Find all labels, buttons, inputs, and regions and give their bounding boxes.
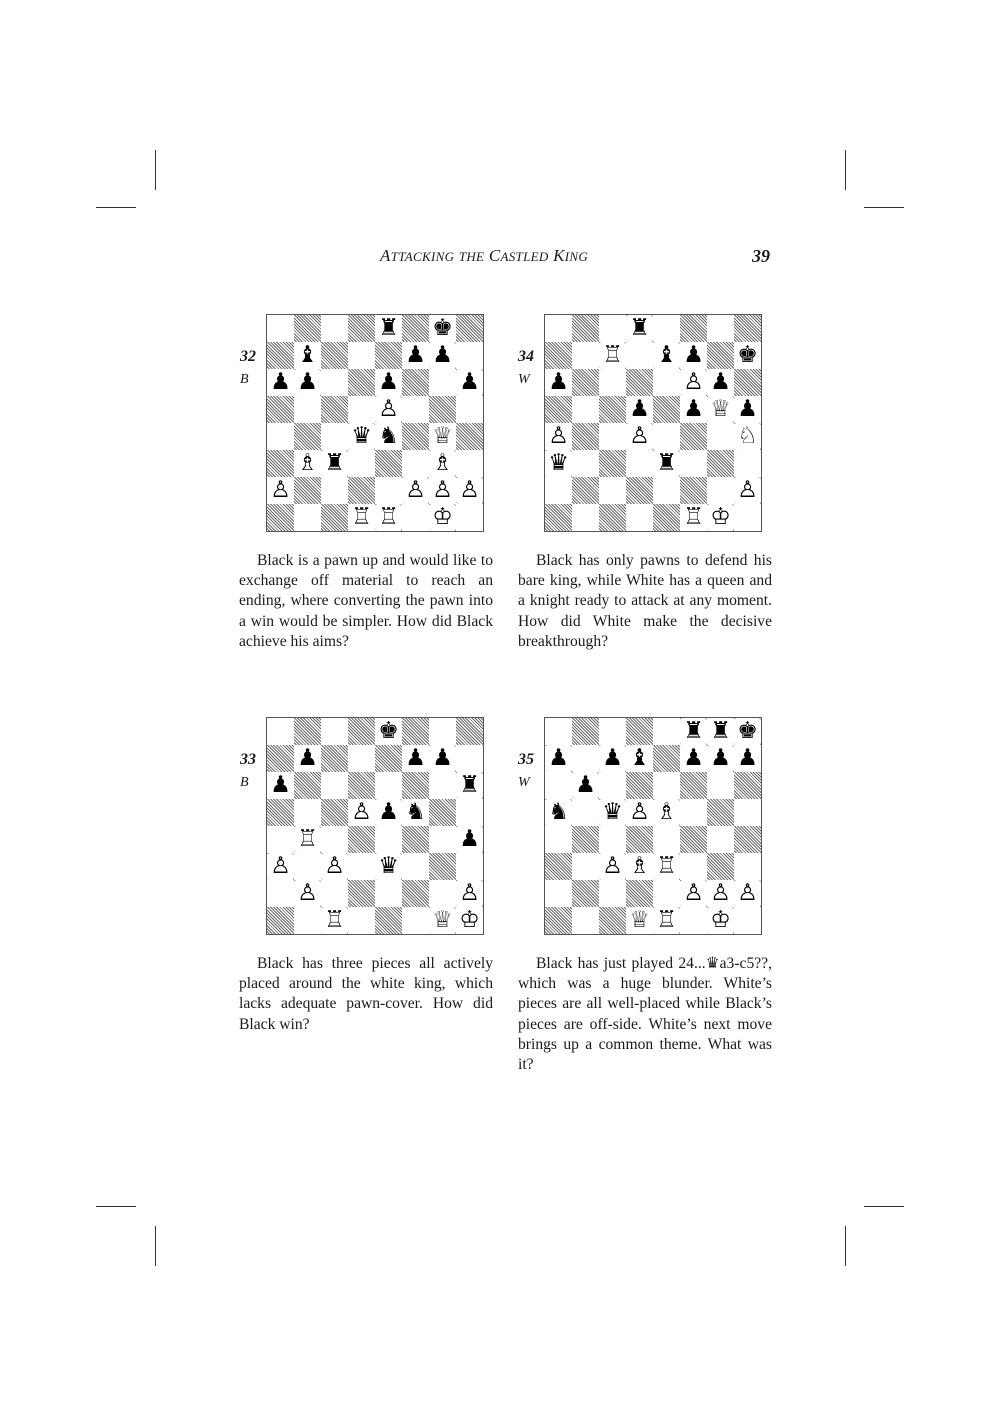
crop-mark (845, 1226, 846, 1266)
board-square (626, 477, 653, 504)
board-square (680, 477, 707, 504)
white-queen-icon: ♕ (429, 907, 456, 934)
board-square (599, 477, 626, 504)
board-square (402, 369, 429, 396)
board-square (707, 799, 734, 826)
diagram-number: 35 (518, 751, 534, 768)
chess-board (544, 314, 762, 532)
board-square (572, 423, 599, 450)
board-square (545, 907, 572, 934)
white-knight-icon: ♘ (734, 423, 761, 450)
black-pawn-icon: ♟ (429, 342, 456, 369)
board-square (653, 504, 680, 531)
black-pawn-icon: ♟ (405, 745, 426, 771)
board-square (572, 826, 599, 853)
board-square (429, 826, 456, 853)
white-pawn-icon: ♙ (267, 853, 294, 880)
chapter-title: ATTACKING THE CASTLED KING (380, 246, 589, 265)
board-square (707, 772, 734, 799)
board-square (294, 477, 321, 504)
black-queen-icon: ♛ (545, 450, 572, 477)
board-square (321, 342, 348, 369)
crop-mark (864, 1206, 904, 1207)
board-square (294, 907, 321, 934)
board-square (348, 853, 375, 880)
white-king-icon: ♔ (459, 907, 480, 933)
board-square (294, 315, 321, 342)
board-square (267, 718, 294, 745)
board-square (680, 315, 707, 342)
white-rook-icon: ♖ (375, 504, 402, 531)
board-square (402, 772, 429, 799)
black-king-icon: ♚ (734, 718, 761, 745)
white-pawn-icon: ♙ (456, 880, 483, 907)
crop-mark (864, 207, 904, 208)
white-pawn-icon: ♙ (548, 423, 569, 449)
black-pawn-icon: ♟ (683, 745, 704, 771)
white-pawn-icon: ♙ (294, 880, 321, 907)
chess-board (266, 717, 484, 935)
board-square (680, 423, 707, 450)
white-pawn-icon: ♙ (629, 799, 650, 825)
board-square (375, 907, 402, 934)
black-queen-icon: ♛ (599, 799, 626, 826)
board-square (572, 853, 599, 880)
board-square (734, 315, 761, 342)
board-square (653, 477, 680, 504)
board-square (707, 853, 734, 880)
board-square (599, 450, 626, 477)
board-square (321, 369, 348, 396)
board-square (402, 826, 429, 853)
board-square (348, 772, 375, 799)
white-rook-icon: ♖ (599, 342, 626, 369)
board-square (545, 342, 572, 369)
board-square (402, 315, 429, 342)
black-rook-icon: ♜ (626, 315, 653, 342)
board-square (267, 826, 294, 853)
black-bishop-icon: ♝ (629, 745, 650, 771)
board-square (429, 799, 456, 826)
black-knight-icon: ♞ (405, 799, 426, 825)
board-square (572, 504, 599, 531)
board-square (707, 477, 734, 504)
white-rook-icon: ♖ (321, 907, 348, 934)
board-square (456, 745, 483, 772)
white-pawn-icon: ♙ (270, 477, 291, 503)
board-square (402, 450, 429, 477)
board-square (321, 745, 348, 772)
board-square (599, 907, 626, 934)
crop-mark (155, 150, 156, 190)
board-square (294, 718, 321, 745)
board-square (456, 504, 483, 531)
white-rook-icon: ♖ (683, 504, 704, 530)
puzzle-caption: Black has three pieces all actively placed around the white king, which lacks adequate pawn-cover. How did Black win? (239, 955, 493, 1033)
board-square (348, 907, 375, 934)
diagram-35 (518, 717, 778, 939)
board-square (402, 880, 429, 907)
white-pawn-icon: ♙ (734, 477, 761, 504)
board-square (267, 880, 294, 907)
crop-mark (96, 207, 136, 208)
board-square (680, 772, 707, 799)
board-square (653, 396, 680, 423)
black-knight-icon: ♞ (378, 423, 399, 449)
white-bishop-icon: ♗ (297, 450, 318, 476)
board-square (572, 907, 599, 934)
black-rook-icon: ♜ (653, 450, 680, 477)
board-square (429, 396, 456, 423)
board-square (545, 772, 572, 799)
board-square (653, 369, 680, 396)
black-bishop-icon: ♝ (653, 342, 680, 369)
black-pawn-icon: ♟ (429, 745, 456, 772)
board-square (653, 772, 680, 799)
board-square (321, 396, 348, 423)
board-square (680, 826, 707, 853)
board-square (429, 853, 456, 880)
board-square (599, 718, 626, 745)
black-pawn-icon: ♟ (294, 369, 321, 396)
board-square (572, 396, 599, 423)
board-square (402, 853, 429, 880)
board-square (599, 772, 626, 799)
crop-mark (96, 1206, 136, 1207)
board-square (348, 396, 375, 423)
board-square (294, 504, 321, 531)
side-to-move: B (240, 372, 249, 387)
board-square (348, 745, 375, 772)
board-square (545, 477, 572, 504)
side-to-move: B (240, 775, 249, 790)
board-square (402, 396, 429, 423)
black-pawn-icon: ♟ (572, 772, 599, 799)
white-queen-icon: ♕ (629, 907, 650, 933)
board-square (599, 880, 626, 907)
board-square (653, 718, 680, 745)
board-square (734, 772, 761, 799)
black-bishop-icon: ♝ (297, 342, 318, 368)
black-pawn-icon: ♟ (710, 369, 731, 395)
white-pawn-icon: ♙ (734, 880, 761, 907)
board-square (321, 477, 348, 504)
black-pawn-icon: ♟ (599, 745, 626, 772)
board-square (680, 853, 707, 880)
black-pawn-icon: ♟ (548, 369, 569, 395)
board-square (599, 423, 626, 450)
board-square (653, 745, 680, 772)
board-square (429, 718, 456, 745)
white-pawn-icon: ♙ (402, 477, 429, 504)
board-square (294, 423, 321, 450)
diagram-34 (518, 314, 778, 536)
white-pawn-icon: ♙ (456, 477, 483, 504)
board-square (267, 450, 294, 477)
black-rook-icon: ♜ (378, 315, 399, 341)
black-pawn-icon: ♟ (629, 396, 650, 422)
crop-mark (155, 1226, 156, 1266)
board-square (267, 907, 294, 934)
crop-mark (845, 150, 846, 190)
black-pawn-icon: ♟ (270, 772, 291, 798)
board-square (734, 799, 761, 826)
board-square (599, 396, 626, 423)
board-square (294, 853, 321, 880)
board-square (375, 450, 402, 477)
white-queen-icon: ♕ (707, 396, 734, 423)
board-square (626, 369, 653, 396)
diagram-32 (240, 314, 500, 536)
black-pawn-icon: ♟ (683, 342, 704, 368)
black-pawn-icon: ♟ (270, 369, 291, 395)
board-square (572, 880, 599, 907)
white-pawn-icon: ♙ (680, 369, 707, 396)
board-square (653, 315, 680, 342)
diagram-number: 33 (240, 751, 256, 768)
board-square (456, 450, 483, 477)
board-square (429, 369, 456, 396)
board-square (375, 745, 402, 772)
white-rook-icon: ♖ (351, 504, 372, 530)
board-square (321, 423, 348, 450)
board-square (680, 907, 707, 934)
board-square (402, 504, 429, 531)
white-king-icon: ♔ (429, 504, 456, 531)
board-square (653, 880, 680, 907)
black-knight-icon: ♞ (545, 799, 572, 826)
black-rook-icon: ♜ (456, 772, 483, 799)
white-pawn-icon: ♙ (599, 853, 626, 880)
board-square (294, 772, 321, 799)
black-pawn-icon: ♟ (375, 799, 402, 826)
board-square (456, 853, 483, 880)
board-square (429, 772, 456, 799)
board-square (456, 315, 483, 342)
board-square (734, 826, 761, 853)
board-square (626, 772, 653, 799)
board-square (375, 477, 402, 504)
white-pawn-icon: ♙ (710, 880, 731, 906)
board-square (707, 315, 734, 342)
chess-board (544, 717, 762, 935)
white-king-icon: ♔ (707, 504, 734, 531)
white-pawn-icon: ♙ (375, 396, 402, 423)
black-king-icon: ♚ (737, 342, 758, 368)
board-square (572, 450, 599, 477)
white-king-icon: ♔ (707, 907, 734, 934)
board-square (599, 369, 626, 396)
board-square (294, 799, 321, 826)
board-square (348, 477, 375, 504)
board-square (267, 423, 294, 450)
white-pawn-icon: ♙ (321, 853, 348, 880)
board-square (545, 396, 572, 423)
puzzle-caption: Black has only pawns to defend his bare king, while White has a queen and a knight ready to attack at any moment. How did White make the decisive breakthrough? (518, 552, 772, 650)
white-rook-icon: ♖ (653, 853, 680, 880)
white-rook-icon: ♖ (294, 826, 321, 853)
board-square (402, 423, 429, 450)
board-square (707, 342, 734, 369)
board-square (545, 880, 572, 907)
board-square (348, 718, 375, 745)
board-square (456, 396, 483, 423)
board-square (734, 907, 761, 934)
board-square (545, 826, 572, 853)
black-pawn-icon: ♟ (405, 342, 426, 368)
board-square (429, 880, 456, 907)
page-number: 39 (752, 246, 770, 266)
board-square (599, 504, 626, 531)
board-square (653, 826, 680, 853)
chess-board (266, 314, 484, 532)
diagram-number: 34 (518, 348, 534, 365)
board-square (321, 880, 348, 907)
white-queen-icon: ♕ (432, 423, 453, 449)
board-square (267, 342, 294, 369)
board-square (734, 504, 761, 531)
board-square (626, 718, 653, 745)
puzzle-caption: Black has just played 24...♛a3-c5??, which was a huge blunder. White’s pieces are all well-placed while Black’s pieces are off-side. White’s next move brings up a common theme. What was it? (518, 955, 772, 1074)
board-square (734, 450, 761, 477)
black-pawn-icon: ♟ (297, 745, 318, 771)
board-square (734, 369, 761, 396)
white-pawn-icon: ♙ (626, 423, 653, 450)
diagram-33 (240, 717, 500, 939)
board-square (572, 799, 599, 826)
black-king-icon: ♚ (378, 718, 399, 744)
board-square (707, 450, 734, 477)
board-square (626, 826, 653, 853)
side-to-move: W (518, 775, 530, 790)
board-square (267, 315, 294, 342)
board-square (572, 745, 599, 772)
board-square (572, 342, 599, 369)
board-square (348, 826, 375, 853)
board-square (321, 799, 348, 826)
board-square (707, 826, 734, 853)
board-square (707, 423, 734, 450)
board-square (402, 718, 429, 745)
board-square (402, 907, 429, 934)
board-square (572, 477, 599, 504)
board-square (321, 826, 348, 853)
board-square (626, 342, 653, 369)
board-square (375, 880, 402, 907)
board-square (321, 772, 348, 799)
board-square (267, 396, 294, 423)
board-square (294, 396, 321, 423)
board-square (572, 369, 599, 396)
puzzle-caption: Black is a pawn up and would like to exchange off material to reach an ending, where converting the pawn into a win would be simpler. How did Black achieve his aims? (239, 552, 493, 650)
board-square (267, 799, 294, 826)
white-pawn-icon: ♙ (351, 799, 372, 825)
board-square (456, 423, 483, 450)
black-pawn-icon: ♟ (737, 745, 758, 771)
board-square (456, 799, 483, 826)
black-rook-icon: ♜ (321, 450, 348, 477)
white-rook-icon: ♖ (653, 907, 680, 934)
board-square (267, 504, 294, 531)
board-square (734, 853, 761, 880)
board-square (599, 826, 626, 853)
black-pawn-icon: ♟ (545, 745, 572, 772)
board-square (348, 369, 375, 396)
white-bishop-icon: ♗ (429, 450, 456, 477)
black-king-icon: ♚ (432, 315, 453, 341)
side-to-move: W (518, 372, 530, 387)
black-rook-icon: ♜ (680, 718, 707, 745)
board-square (599, 315, 626, 342)
board-square (348, 880, 375, 907)
board-square (348, 342, 375, 369)
board-square (375, 826, 402, 853)
board-square (375, 342, 402, 369)
board-square (267, 745, 294, 772)
black-pawn-icon: ♟ (683, 396, 704, 422)
black-pawn-icon: ♟ (378, 369, 399, 395)
black-pawn-icon: ♟ (737, 396, 758, 422)
board-square (626, 504, 653, 531)
board-square (375, 772, 402, 799)
board-square (545, 853, 572, 880)
white-bishop-icon: ♗ (629, 853, 650, 879)
board-square (456, 342, 483, 369)
board-square (572, 718, 599, 745)
white-bishop-icon: ♗ (653, 799, 680, 826)
board-square (456, 718, 483, 745)
board-square (572, 315, 599, 342)
board-square (626, 880, 653, 907)
board-square (321, 504, 348, 531)
black-queen-icon: ♛ (375, 853, 402, 880)
board-square (545, 315, 572, 342)
board-square (321, 315, 348, 342)
white-pawn-icon: ♙ (432, 477, 453, 503)
black-pawn-icon: ♟ (707, 745, 734, 772)
board-square (545, 718, 572, 745)
board-square (680, 450, 707, 477)
black-queen-icon: ♛ (348, 423, 375, 450)
board-square (626, 450, 653, 477)
running-head (380, 246, 770, 270)
black-rook-icon: ♜ (710, 718, 731, 744)
diagram-number: 32 (240, 348, 256, 365)
board-square (680, 799, 707, 826)
board-square (321, 718, 348, 745)
white-pawn-icon: ♙ (680, 880, 707, 907)
black-pawn-icon: ♟ (456, 826, 483, 853)
board-square (348, 450, 375, 477)
board-square (348, 315, 375, 342)
board-square (653, 423, 680, 450)
board-square (545, 504, 572, 531)
black-pawn-icon: ♟ (456, 369, 483, 396)
